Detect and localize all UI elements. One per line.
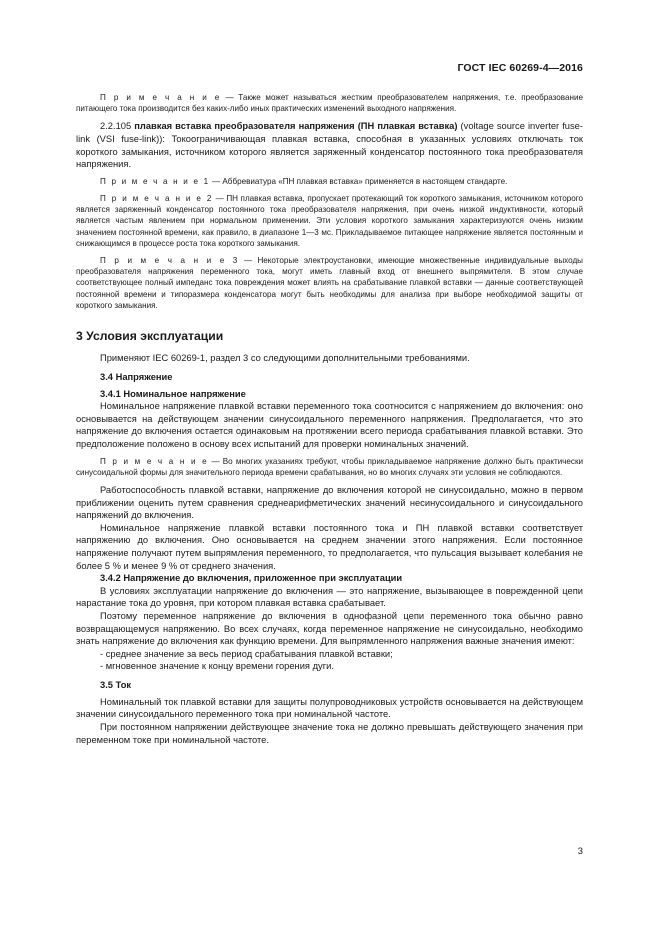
note-label: П р и м е ч а н и е [100,456,209,466]
page-content [76,92,583,746]
note-label: П р и м е ч а н и е 1 [100,176,210,186]
page-header: ГОСТ IEC 60269-4—2016 [457,62,583,74]
note-label: П р и м е ч а н и е [100,93,221,102]
section-3-4-1-title: 3.4.1 Номинальное напряжение [100,388,246,399]
section-3-4-2-title: 3.4.2 Напряжение до включения, приложенное при эксплуатации [100,573,403,584]
section-3-4-title: 3.4 Напряжение [100,371,173,382]
paragraph: Поэтому переменное напряжение до включения в однофазной цепи переменного тока обычно равно возвращающемуся напряжению. Во всех случаях, когда переменное напряжение не синусоидально, необходимо знать напряжение до включения как функцию времени. Для выпрямленного напряжения важные значения имеют: [76,610,583,647]
term-definition: (voltage source inverter fuse-link (VSI fuse-link)): Токоограничивающая плавкая вставка, способная в указанных условиях отключать ток короткого замыкания, источником которого является заряженный конденсатор постоянного тока преобразователя напряжения. [76,121,583,170]
page-number: 3 [577,846,583,856]
term-note-3 [76,255,583,311]
paragraph: Номинальное напряжение плавкой вставки постоянного тока и ПН плавкой вставки соответствует напряжению до включения. Оно основывается на среднем значении этого напряжения. Если постоянное напряжение получают путем выпрямления переменного, то предполагается, что пульсация вызывает колебания не более 5 % и менее 9 % от среднего значения. [76,522,583,571]
paragraph: Номинальный ток плавкой вставки для защиты полупроводниковых устройств основывается на действующем значении синусоидального переменного тока при номинальной частоте. [76,696,583,720]
section-3-title: 3 Условия эксплуатации [76,329,224,344]
note-label: П р и м е ч а н и е 3 [100,256,240,265]
term-note-2 [76,193,583,249]
paragraph: В условиях эксплуатации напряжение до включения — это напряжение, вызывающее в поврежденной цепи нарастание тока до уровня, при котором плавкая вставка срабатывает. [76,585,583,609]
section-3-intro: Применяют IEC 60269-1, раздел 3 со следующими дополнительными требованиями. [100,353,470,364]
section-3-5-title: 3.5 Ток [100,679,132,690]
term-number: 2.2.105 [100,121,132,132]
note-text: — ПН плавкая вставка, пропускает протекающий ток короткого замыкания, источником которого является заряженный конденсатор постоянного тока преобразователя напряжения, при очень низкой индуктивности, который является частым явлением при нормальном применении. Эти условия короткого замыкания характеризуются очень низким значением постоянной времени, как правило, в диапазоне 1—3 мс. Прикладываемое питающее напряжение является постоянным и снижающимся в процессе роста тока короткого замыкания. [76,193,583,248]
list-item: - мгновенное значение к концу времени горения дуги. [100,661,334,672]
term-title: плавкая вставка преобразователя напряжения (ПН плавкая вставка) [134,121,458,132]
term-note-1 [76,176,583,187]
note-text: — Некоторые электроустановки, имеющие множественные индивидуальные выходы преобразователя напряжения переменного тока, могут иметь главный вход от внешнего выпрямителя. В этом случае соответствующее полный импеданс тока повреждения может влиять на срабатывание плавкой вставки — данные соответствующей постоянной времени и типоразмера конденсатора могут быть необходимы для анализа при выборе необходимой защиты от короткого замыкания. [76,256,583,310]
note-text: — Аббревиатура «ПН плавкая вставка» применяется в настоящем стандарте. [209,176,508,186]
term-2-2-105 [76,120,583,170]
note-3-4-1 [76,456,583,478]
note-text: — Также может называться жестким преобразователем напряжения, т.е. преобразование питающего тока производится без каких-либо иных практических изменений выходного напряжения. [76,93,584,114]
list-item: - среднее значение за весь период срабатывания плавкой вставки; [100,648,393,659]
note-text: — Во многих указаниях требуют, чтобы прикладываемое напряжение должно быть практически синусоидальной формы для значительного периода времени срабатывания, но во многих случаях эти условия не соблюдаются. [76,456,584,477]
paragraph: Номинальное напряжение плавкой вставки переменного тока соотносится с напряжением до включения: оно основывается на действующем значении синусоидального переменного напряжения. Предполагается, что это напряжение до включения остается одинаковым на протяжении всего периода срабатывания плавкой вставки. Это предположение положено в основу всех испытаний для проверки номинальных значений. [76,401,583,449]
paragraph: Работоспособность плавкой вставки, напряжение до включения которой не синусоидально, можно в первом приближении оценить путем сравнения среднеарифметических значений несинусоидального и синусоидального напряжений до включения. [76,484,583,521]
note-top [76,92,583,114]
paragraph: При постоянном напряжении действующее значение тока не должно превышать действующего значения при переменном токе при номинальной частоте. [76,722,583,745]
note-label: П р и м е ч а н и е 2 [100,193,214,203]
